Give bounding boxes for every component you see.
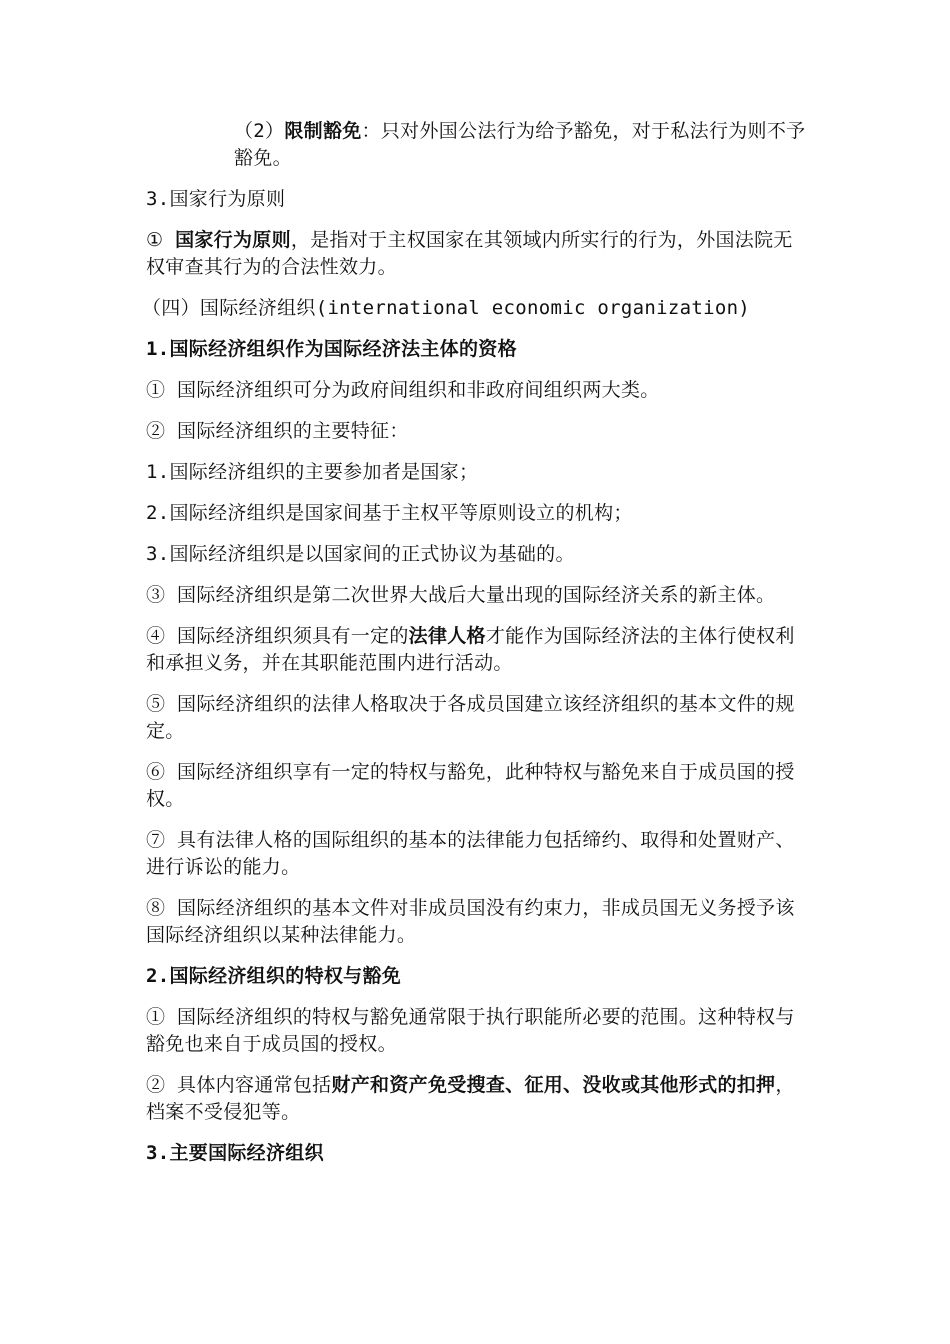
- text-run: 2.国际经济组织是国家间基于主权平等原则设立的机构；: [146, 502, 633, 524]
- text-run: 1.国际经济组织的主要参加者是国家；: [146, 461, 479, 483]
- text-run: ① 国际经济组织可分为政府间组织和非政府间组织两大类。: [146, 379, 660, 401]
- heading-major-organizations: [146, 1140, 808, 1167]
- text-run: ② 国际经济组织的主要特征：: [146, 420, 409, 442]
- bold-text: 法律人格: [408, 625, 486, 647]
- paragraph-item: [146, 827, 808, 881]
- text-run: ⑦ 具有法律人格的国际组织的基本的法律能力包括缔约、取得和处置财产、进行诉讼的能力。: [146, 829, 795, 878]
- document-page: [142, 118, 808, 1181]
- bold-text: 限制豁免: [284, 120, 362, 142]
- paragraph-item: [146, 541, 808, 568]
- paragraph-item: [146, 459, 808, 486]
- text-run: （2）: [234, 120, 285, 142]
- paragraph-item: [146, 1072, 808, 1126]
- heading-act-of-state: [146, 186, 808, 213]
- text-run: ：只对外国公法行为给予豁免，对于私法行为则不予豁免。: [234, 120, 806, 169]
- bold-text: 2.国际经济组织的特权与豁免: [146, 965, 402, 987]
- bold-text: 1.国际经济组织作为国际经济法主体的资格: [146, 338, 517, 360]
- heading-section-four: [142, 295, 808, 322]
- text-run: （四）国际经济组织(international economic organization): [142, 297, 751, 319]
- paragraph-item: [146, 418, 808, 445]
- text-run: ② 具体内容通常包括: [146, 1074, 332, 1096]
- paragraph-item: [146, 691, 808, 745]
- text-run: ⑧ 国际经济组织的基本文件对非成员国没有约束力，非成员国无义务授予该国际经济组织以某种法律能力。: [146, 897, 795, 946]
- text-run: ，档案不受侵犯等。: [146, 1074, 795, 1123]
- text-run: ⑥ 国际经济组织享有一定的特权与豁免，此种特权与豁免来自于成员国的授权。: [146, 761, 795, 810]
- text-run: ①: [146, 229, 176, 251]
- paragraph-item: [146, 582, 808, 609]
- bold-text: 财产和资产免受搜查、征用、没收或其他形式的扣押: [331, 1074, 776, 1096]
- heading-qualification: [146, 336, 808, 363]
- paragraph-item: [146, 895, 808, 949]
- paragraph-item: [146, 759, 808, 813]
- bold-text: 3.主要国际经济组织: [146, 1142, 324, 1164]
- paragraph-restricted-immunity: [146, 118, 808, 172]
- text-run: ① 国际经济组织的特权与豁免通常限于执行职能所必要的范围。这种特权与豁免也来自于成员国的授权。: [146, 1006, 795, 1055]
- paragraph-act-of-state-definition: [146, 227, 808, 281]
- paragraph-item: [146, 377, 808, 404]
- text-run: ③ 国际经济组织是第二次世界大战后大量出现的国际经济关系的新主体。: [146, 584, 776, 606]
- paragraph-item: [146, 1004, 808, 1058]
- text-run: ④ 国际经济组织须具有一定的: [146, 625, 409, 647]
- paragraph-item: [146, 623, 808, 677]
- bold-text: 国家行为原则: [175, 229, 291, 251]
- heading-privileges: [146, 963, 808, 990]
- text-run: 3.国家行为原则: [146, 188, 286, 210]
- text-run: ，是指对于主权国家在其领域内所实行的行为，外国法院无权审查其行为的合法性效力。: [146, 229, 793, 278]
- paragraph-item: [146, 500, 808, 527]
- text-run: 3.国际经济组织是以国家间的正式协议为基础的。: [146, 543, 575, 565]
- text-run: 才能作为国际经济法的主体行使权利和承担义务，并在其职能范围内进行活动。: [146, 625, 795, 674]
- text-run: ⑤ 国际经济组织的法律人格取决于各成员国建立该经济组织的基本文件的规定。: [146, 693, 795, 742]
